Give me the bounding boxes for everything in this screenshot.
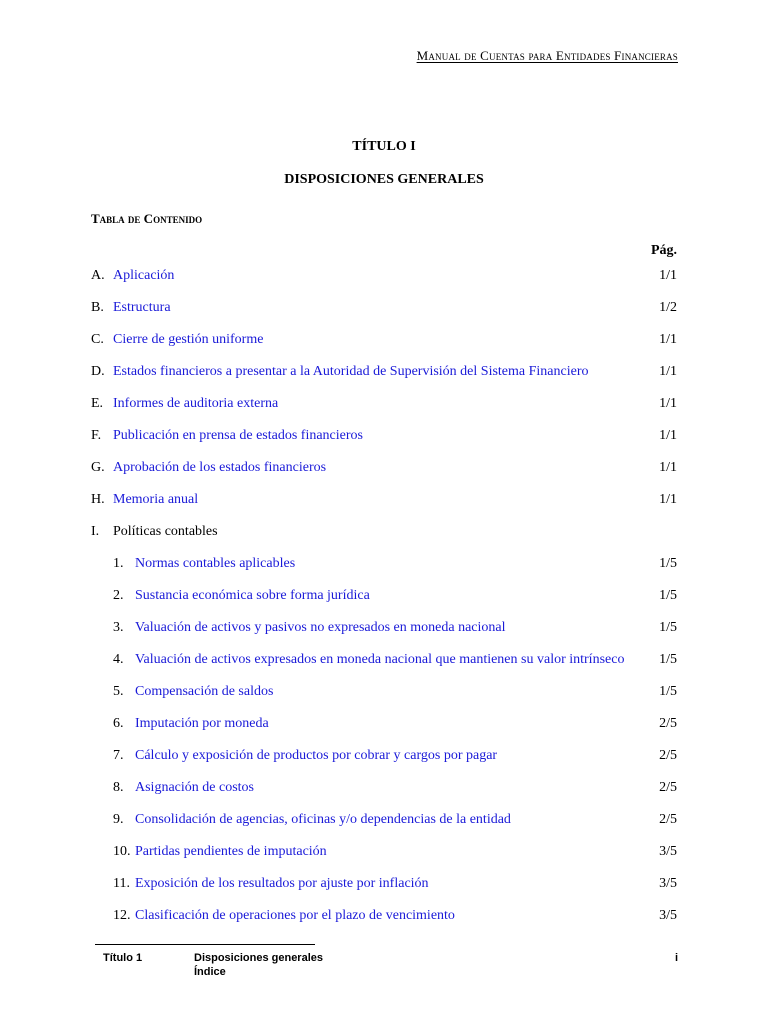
toc-entry-link[interactable]: Exposición de los resultados por ajuste por inflación — [135, 876, 429, 891]
toc-entry-marker: F. — [91, 428, 102, 443]
toc-entry-link[interactable]: Estructura — [113, 300, 171, 315]
toc-entry — [0, 394, 768, 414]
toc-entry-marker: 12. — [113, 908, 131, 923]
toc-entry-marker: 7. — [113, 748, 124, 763]
toc-entry-link[interactable]: Consolidación de agencias, oficinas y/o dependencias de la entidad — [135, 812, 511, 827]
toc-entry-link[interactable]: Compensación de saldos — [135, 684, 274, 699]
toc-entry-link[interactable]: Publicación en prensa de estados financieros — [113, 428, 363, 443]
toc-entry-page: 2/5 — [659, 716, 677, 731]
toc-subentry — [0, 618, 768, 638]
toc-entry-link[interactable]: Imputación por moneda — [135, 716, 269, 731]
toc-subentry — [0, 586, 768, 606]
toc-entry-marker: 8. — [113, 780, 124, 795]
toc-heading: Tabla de Contenido — [91, 211, 203, 226]
toc-subentry — [0, 746, 768, 766]
toc-entry-marker: 5. — [113, 684, 124, 699]
toc-entry-marker: 11. — [113, 876, 130, 891]
toc-subentry — [0, 714, 768, 734]
toc-entry — [0, 362, 768, 382]
toc-entry-marker: 2. — [113, 588, 124, 603]
toc-entry-page: 2/5 — [659, 748, 677, 763]
toc-entry-page: 1/5 — [659, 588, 677, 603]
toc-entry-page: 1/1 — [659, 492, 677, 507]
toc-subentry — [0, 778, 768, 798]
toc-entry-link[interactable]: Aplicación — [113, 268, 175, 283]
toc-entry-page: 1/1 — [659, 428, 677, 443]
toc-entry-marker: 4. — [113, 652, 124, 667]
toc-subentry — [0, 650, 768, 670]
toc-entry-link[interactable]: Cálculo y exposición de productos por cobrar y cargos por pagar — [135, 748, 498, 763]
toc-entry-marker: E. — [91, 396, 104, 411]
footer-divider — [95, 944, 315, 945]
toc-entry — [0, 266, 768, 286]
toc-entry-marker: A. — [91, 268, 105, 283]
toc-entry-marker: B. — [91, 300, 104, 315]
toc-entry-marker: 6. — [113, 716, 124, 731]
toc-entry-page: 1/5 — [659, 652, 677, 667]
toc-entry-link[interactable]: Valuación de activos y pasivos no expresados en moneda nacional — [135, 620, 506, 635]
toc-entry-page: 1/1 — [659, 332, 677, 347]
toc-entry — [0, 330, 768, 350]
toc-entry-link[interactable]: Sustancia económica sobre forma jurídica — [135, 588, 370, 603]
toc-subentry — [0, 874, 768, 894]
toc-entry-link[interactable]: Partidas pendientes de imputación — [135, 844, 327, 859]
toc-entry — [0, 458, 768, 478]
toc-entry-link[interactable]: Aprobación de los estados financieros — [113, 460, 327, 475]
toc-entry-link[interactable]: Asignación de costos — [135, 780, 254, 795]
toc-entry — [0, 522, 768, 542]
toc-entry-page: 1/1 — [659, 364, 677, 379]
toc-entry-marker: C. — [91, 332, 104, 347]
toc-entry-marker: D. — [91, 364, 105, 379]
toc-entry-link[interactable]: Cierre de gestión uniforme — [113, 332, 264, 347]
footer-title: Título 1 — [103, 952, 143, 964]
toc-entry-marker: G. — [91, 460, 105, 475]
toc-subentry — [0, 842, 768, 862]
footer-section — [194, 951, 323, 979]
toc-entry-page: 3/5 — [659, 844, 677, 859]
toc-entry-marker: 1. — [113, 556, 124, 571]
toc-entry-page: 1/2 — [659, 300, 677, 315]
page-column-header: Pág. — [650, 243, 677, 258]
footer-section-name: Disposiciones generales — [194, 952, 323, 964]
running-header: Manual de Cuentas para Entidades Financieras — [416, 48, 678, 63]
title-heading: TÍTULO I — [352, 139, 416, 154]
toc-entry-page: 1/5 — [659, 556, 677, 571]
toc-subentry — [0, 554, 768, 574]
toc-entry-marker: 9. — [113, 812, 124, 827]
toc-entry-page: 1/1 — [659, 396, 677, 411]
subtitle-heading: DISPOSICIONES GENERALES — [284, 172, 484, 187]
toc-entry-page: 1/1 — [659, 268, 677, 283]
toc-entry-label: Políticas contables — [113, 524, 218, 539]
toc-entry-page: 3/5 — [659, 876, 677, 891]
toc-entry-page: 1/5 — [659, 620, 677, 635]
toc-entry-marker: H. — [91, 492, 105, 507]
toc-subentry — [0, 810, 768, 830]
toc-entry-link[interactable]: Informes de auditoria externa — [113, 396, 279, 411]
toc-subentry — [0, 682, 768, 702]
toc-entry-link[interactable]: Clasificación de operaciones por el plazo de vencimiento — [135, 908, 455, 923]
toc-entry-marker: 3. — [113, 620, 124, 635]
toc-entry — [0, 298, 768, 318]
toc-entry — [0, 490, 768, 510]
toc-entry — [0, 426, 768, 446]
toc-subentry — [0, 906, 768, 926]
toc-entry-page: 3/5 — [659, 908, 677, 923]
toc-entry-marker: 10. — [113, 844, 131, 859]
toc-entry-marker: I. — [91, 524, 100, 539]
toc-entry-page: 1/5 — [659, 684, 677, 699]
footer-section-index: Índice — [194, 966, 226, 978]
toc-entry-page: 1/1 — [659, 460, 677, 475]
footer-page-number: i — [674, 952, 678, 964]
toc-entry-link[interactable]: Normas contables aplicables — [135, 556, 296, 571]
toc-entry-page: 2/5 — [659, 812, 677, 827]
toc-entry-link[interactable]: Estados financieros a presentar a la Autoridad de Supervisión del Sistema Financiero — [113, 364, 589, 379]
toc-entry-page: 2/5 — [659, 780, 677, 795]
toc-entry-link[interactable]: Valuación de activos expresados en moneda nacional que mantienen su valor intrínseco — [135, 652, 625, 667]
toc-entry-link[interactable]: Memoria anual — [113, 492, 199, 507]
